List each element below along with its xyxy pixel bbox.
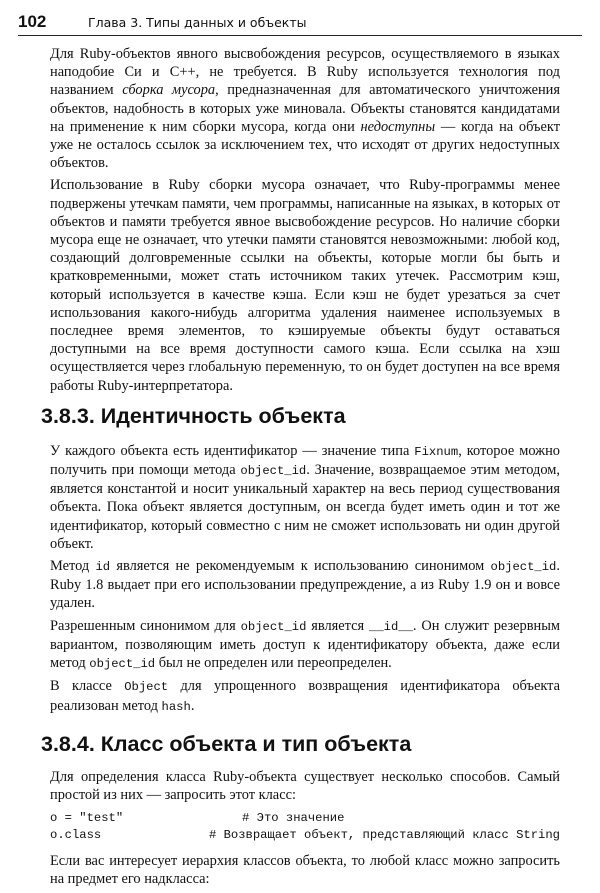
code-object-id: object_id — [240, 464, 307, 479]
page-content — [41, 45, 561, 893]
paragraph-object-id: У каждого объекта есть идентификатор — значение типа Fixnum, которое можно получить при помощи метода object_id. Значение, возвращаемое этим методом, является константой и носит уникальный характер на весь период существования объекта. Пока объект является доступным, он всегда будет иметь один и тот же идентификатор, который совместно с ним не сможет использовать ни один другой объект. — [50, 442, 560, 552]
code-fixnum: Fixnum — [414, 444, 459, 459]
paragraph-id-deprecated: Метод id является не рекомендуемым к использованию синонимом object_id. Ruby 1.8 выдает при его использовании предупреждение, а из Ruby 1.9 он и вовсе удален. — [50, 558, 560, 612]
code-dunder-id: __id__ — [369, 619, 413, 634]
paragraph-superclass: Если вас интересует иерархия классов объекта, то любой класс можно запросить на предмет его надкласса: — [50, 853, 560, 888]
code-object-id: object_id — [240, 619, 307, 634]
code-statement: o = "test" — [50, 811, 124, 826]
section-heading-object-identity: 3.8.3. Идентичность объекта — [41, 403, 346, 428]
term-unreachable: недоступны — [360, 118, 436, 135]
page-header — [18, 12, 582, 36]
section-heading-class-and-type: 3.8.4. Класс объекта и тип объекта — [41, 731, 412, 756]
paragraph-id-synonym: Разрешенным синонимом для object_id является __id__. Он служит резервным вариантом, позволяющим иметь доступ к идентификатору объекта, даже если метод object_id был не определен или переопределен. — [50, 617, 561, 672]
paragraph-object-hash: В классе Object для упрощенного возвращения идентификатора объекта реализован метод hash. — [50, 678, 560, 714]
page-number: 102 — [18, 12, 47, 31]
paragraph-memory-leaks: Использование в Ruby сборки мусора означает, что Ruby-программы менее подвержены утечкам памяти, чем программы, написанные на языках, в которых от объектов и памяти требуется явное высвобождение ресурсов. Но наличие сборки мусора еще не означает, что утечки памяти становятся невозможными: любой код, создающий долговременные ссылки на объекты, которые могли бы быть и кратковременными, может стать источником таких утечек. Рассмотрим кэш, который используется в качестве кэша. Если кэш не будет урезаться за счет использования какого-нибудь алгоритма удаления наименее используемых в последнее время элементов, то кэшируемые объекты будут оставаться доступными на все время доступности самого кэша. Если ссылка на хэш осуществляется через глобальную переменную, то он будет доступен на все время работы Ruby-интерпретатора. — [50, 177, 560, 394]
paragraph-garbage-collection: Для Ruby-объектов явного высвобождения ресурсов, осуществляемого в языках наподобие Си и C++, не требуется. В Ruby используется технология под названием сборка мусора, предназначенная для автоматического уничтожения объектов, надобность в которых уже миновала. Объекты становятся кандидатами на применение к ним сборки мусора, когда они недоступны — когда на объект уже не осталось ссылок за исключением тех, что исходят от других недоступных объектов. — [50, 46, 560, 172]
code-id: id — [95, 560, 111, 575]
code-object-class: Object — [124, 680, 169, 695]
code-object-id: object_id — [89, 657, 156, 672]
chapter-title: Глава 3. Типы данных и объекты — [88, 15, 307, 30]
header-rule — [18, 35, 582, 36]
code-line — [50, 810, 560, 827]
code-object-id: object_id — [490, 560, 557, 575]
code-comment: # Это значение — [242, 811, 345, 826]
paragraph-class-ways: Для определения класса Ruby-объекта существует несколько способов. Самый простой из них — запросить этот класс: — [50, 768, 560, 803]
term-garbage-collection: сборка мусора — [122, 82, 216, 99]
code-hash: hash — [161, 699, 191, 714]
code-statement: o.class — [50, 828, 102, 843]
code-line — [50, 827, 560, 844]
code-block — [50, 810, 560, 844]
code-comment: # Возвращает объект, представляющий класс String — [208, 828, 560, 843]
